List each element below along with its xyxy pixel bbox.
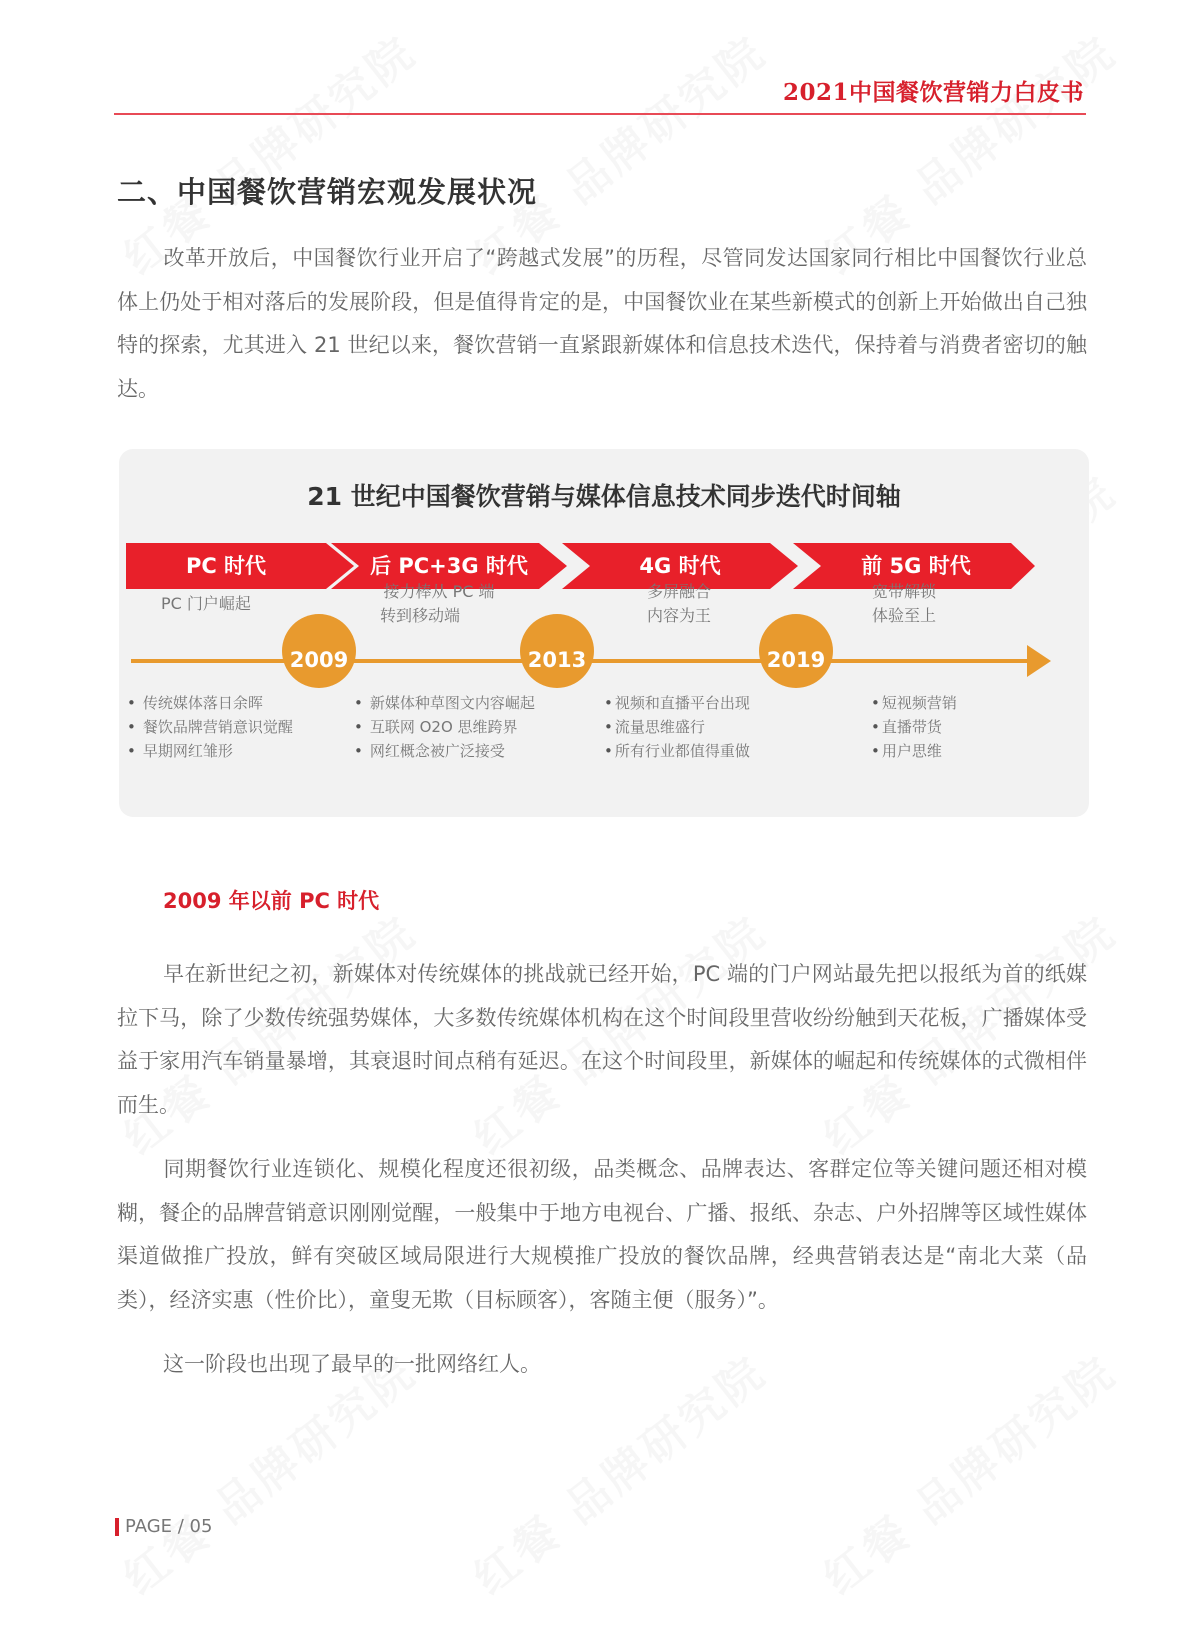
- list-item: • 所有行业都值得重做: [604, 739, 750, 763]
- era-note-pc: [141, 592, 281, 616]
- paragraph-text: 早在新世纪之初，新媒体对传统媒体的挑战就已经开始，PC 端的门户网站最先把以报纸为首的纸媒拉下马，除了少数传统强势媒体，大多数传统媒体机构在这个时间段里营收纷纷触到天花板，广播媒体受益于家用汽车销量暴增，其衰退时间点稍有延迟。在这个时间段里，新媒体的崛起和传统媒体的式微相伴而生。: [117, 962, 1087, 1117]
- era-label: 前 5G 时代: [861, 554, 971, 578]
- list-item: • 直播带货: [871, 715, 957, 739]
- paragraph-text: 这一阶段也出现了最早的一批网络红人。: [163, 1352, 541, 1376]
- timeline-title: 21 世纪中国餐饮营销与媒体信息技术同步迭代时间轴: [307, 482, 901, 511]
- arrow-right-icon: [1027, 645, 1051, 677]
- note-line: 多屏融合: [646, 582, 711, 601]
- paragraph-text: 同期餐饮行业连锁化、规模化程度还很初级，品类概念、品牌表达、客群定位等关键问题还相对模糊，餐企的品牌营销意识刚刚觉醒，一般集中于地方电视台、广播、报纸、杂志、户外招牌等区域性媒体渠道做推广投放，鲜有突破区域局限进行大规模推广投放的餐饮品牌，经典营销表达是“南北大菜（品类），经济实惠（性价比），童叟无欺（目标顾客），客随主便（服务）”。: [117, 1157, 1087, 1312]
- list-item: • 视频和直播平台出现: [604, 691, 750, 715]
- list-item: • 传统媒体落日余晖: [127, 691, 293, 715]
- year-node-2009: 2009: [282, 614, 356, 688]
- era-note-4g: [609, 580, 749, 628]
- list-item: • 新媒体种草图文内容崛起: [354, 691, 535, 715]
- note-line: 接力棒从 PC 端: [383, 582, 495, 601]
- intro-paragraph-text: 改革开放后，中国餐饮行业开启了“跨越式发展”的历程，尽管同发达国家同行相比中国餐饮行业总体上仍处于相对落后的发展阶段，但是值得肯定的是，中国餐饮业在某些新模式的创新上开始做出自己独特的探索，尤其进入 21 世纪以来，餐饮营销一直紧跟新媒体和信息技术迭代，保持着与消费者密切的触达。: [117, 246, 1087, 401]
- body-paragraph-1: [117, 953, 1087, 1127]
- year-node-2019: 2019: [759, 614, 833, 688]
- bullet-list-pc: [127, 691, 293, 763]
- list-item: • 互联网 O2O 思维跨界: [354, 715, 535, 739]
- era-banner-pc: [126, 543, 358, 589]
- note-line: 内容为王: [646, 606, 711, 625]
- note-line: 宽带解锁: [871, 582, 936, 601]
- era-label: 后 PC+3G 时代: [370, 554, 528, 578]
- timeline-infographic: [119, 449, 1089, 817]
- page-footer: [115, 1516, 212, 1537]
- page-header: [114, 70, 1086, 115]
- list-item: • 早期网红雏形: [127, 739, 293, 763]
- bullet-list-4g: [604, 691, 750, 763]
- section-title: 二、中国餐饮营销宏观发展状况: [117, 175, 538, 209]
- footer-accent-bar: [115, 1518, 119, 1536]
- page-number: PAGE / 05: [125, 1516, 213, 1537]
- body-paragraph-2: [117, 1148, 1087, 1322]
- list-item: • 餐饮品牌营销意识觉醒: [127, 715, 293, 739]
- list-item: • 用户思维: [871, 739, 957, 763]
- document-title: 2021中国餐饮营销力白皮书: [782, 79, 1084, 106]
- body-paragraph-3: [117, 1343, 1087, 1387]
- era-label: 4G 时代: [639, 554, 721, 578]
- note-line: 体验至上: [871, 606, 936, 625]
- note-line: PC 门户崛起: [161, 594, 251, 613]
- era-label: PC 时代: [185, 554, 267, 578]
- bullet-list-pre-5g: [871, 691, 957, 763]
- bullet-list-post-pc-3g: [354, 691, 535, 763]
- list-item: • 短视频营销: [871, 691, 957, 715]
- subsection-title: 2009 年以前 PC 时代: [163, 889, 380, 913]
- era-note-post-pc-3g: [359, 580, 519, 628]
- list-item: • 流量思维盛行: [604, 715, 750, 739]
- list-item: • 网红概念被广泛接受: [354, 739, 535, 763]
- year-node-2013: 2013: [520, 614, 594, 688]
- note-line: 转到移动端: [380, 606, 461, 625]
- intro-paragraph: [117, 237, 1087, 411]
- era-note-pre-5g: [834, 580, 974, 628]
